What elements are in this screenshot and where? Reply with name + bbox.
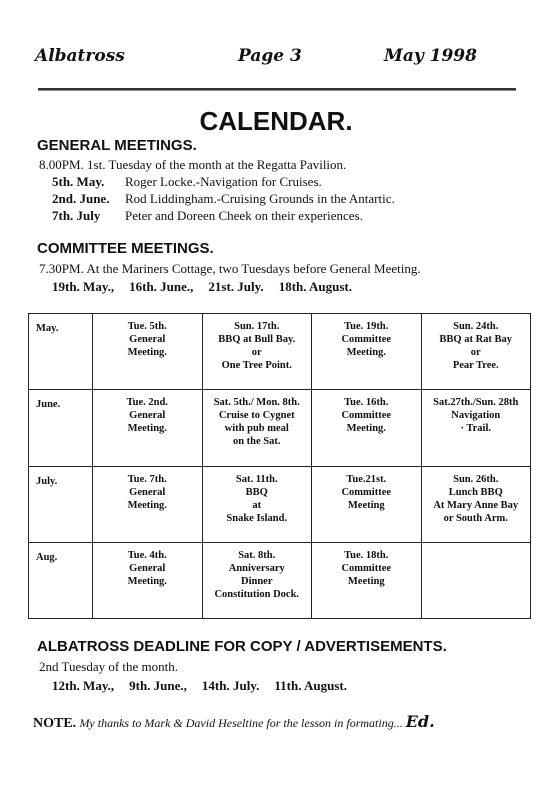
page-number: Page 3 xyxy=(238,46,302,66)
editor-note xyxy=(33,712,435,732)
calendar-cell: Sat. 8th. Anniversary Dinner Constitution Dock. xyxy=(202,542,312,618)
committee-meetings-heading: COMMITTEE MEETINGS. xyxy=(37,240,214,257)
calendar-row-august xyxy=(29,542,531,618)
calendar-cell: Tue.21st. Committee Meeting xyxy=(312,466,422,542)
general-meeting-topic: Rod Liddingham.-Cruising Grounds in the Antartic. xyxy=(125,191,395,206)
calendar-cell: Tue. 7th. General Meeting. xyxy=(93,466,203,542)
general-meeting-date: 2nd. June. xyxy=(52,191,110,206)
calendar-cell: Sat.27th./Sun. 28th Navigation · Trail. xyxy=(421,390,531,466)
deadline-date: 9th. June., xyxy=(129,678,187,693)
note-text: My thanks to Mark & David Heseltine for the lesson in formating... xyxy=(79,716,403,730)
header-rule xyxy=(38,88,516,91)
calendar-cell: Sun. 26th. Lunch BBQ At Mary Anne Bay or South Arm. xyxy=(421,466,531,542)
calendar-cell xyxy=(421,542,531,618)
calendar-cell: Tue. 2nd. General Meeting. xyxy=(93,390,203,466)
general-meeting-item xyxy=(52,174,322,190)
calendar-cell: Sat. 11th. BBQ at Snake Island. xyxy=(202,466,312,542)
page-title: CALENDAR. xyxy=(199,106,353,136)
calendar-cell: Sun. 24th. BBQ at Rat Bay or Pear Tree. xyxy=(421,314,531,390)
general-meeting-item xyxy=(52,191,395,207)
deadline-date: 14th. July. xyxy=(201,678,260,693)
deadline-intro: 2nd Tuesday of the month. xyxy=(39,659,179,674)
deadline-date: 12th. May., xyxy=(52,678,115,693)
calendar-row-may xyxy=(29,314,531,390)
committee-meetings-intro: 7.30PM. At the Mariners Cottage, two Tuesdays before General Meeting. xyxy=(39,261,421,276)
calendar-cell: Tue. 4th. General Meeting. xyxy=(93,542,203,618)
calendar-cell: Sun. 17th. BBQ at Bull Bay. or One Tree Point. xyxy=(202,314,312,390)
issue-date: May 1998 xyxy=(384,46,477,66)
calendar-cell: Sat. 5th./ Mon. 8th. Cruise to Cygnet with pub meal on the Sat. xyxy=(202,390,312,466)
general-meetings-intro: 8.00PM. 1st. Tuesday of the month at the Regatta Pavilion. xyxy=(39,157,347,172)
general-meeting-date: 5th. May. xyxy=(52,174,105,189)
general-meeting-topic: Roger Locke.-Navigation for Cruises. xyxy=(125,174,322,189)
calendar-row-july xyxy=(29,466,531,542)
general-meeting-topic: Peter and Doreen Cheek on their experiences. xyxy=(125,208,363,223)
general-meeting-date: 7th. July xyxy=(52,208,101,223)
editor-signature: Ed. xyxy=(405,712,435,731)
newsletter-name: Albatross xyxy=(35,46,125,66)
general-meetings-heading: GENERAL MEETINGS. xyxy=(37,137,197,154)
calendar-cell: Tue. 18th. Committee Meeting xyxy=(312,542,422,618)
committee-date: 21st. July. xyxy=(208,279,264,294)
calendar-row-june xyxy=(29,390,531,466)
calendar-cell: Tue. 5th. General Meeting. xyxy=(93,314,203,390)
deadline-heading: ALBATROSS DEADLINE FOR COPY / ADVERTISEMENTS. xyxy=(37,638,447,655)
calendar-month: June. xyxy=(29,390,93,466)
committee-meeting-dates xyxy=(52,279,367,295)
committee-date: 16th. June., xyxy=(129,279,194,294)
committee-date: 19th. May., xyxy=(52,279,115,294)
deadline-date: 11th. August. xyxy=(274,678,347,693)
deadline-dates xyxy=(52,678,362,694)
committee-date: 18th. August. xyxy=(278,279,353,294)
calendar-month: May. xyxy=(29,314,93,390)
calendar-table xyxy=(28,313,531,619)
calendar-month: July. xyxy=(29,466,93,542)
calendar-cell: Tue. 19th. Committee Meeting. xyxy=(312,314,422,390)
calendar-month: Aug. xyxy=(29,542,93,618)
note-label: NOTE. xyxy=(33,716,77,731)
calendar-cell: Tue. 16th. Committee Meeting. xyxy=(312,390,422,466)
general-meeting-item xyxy=(52,208,363,224)
